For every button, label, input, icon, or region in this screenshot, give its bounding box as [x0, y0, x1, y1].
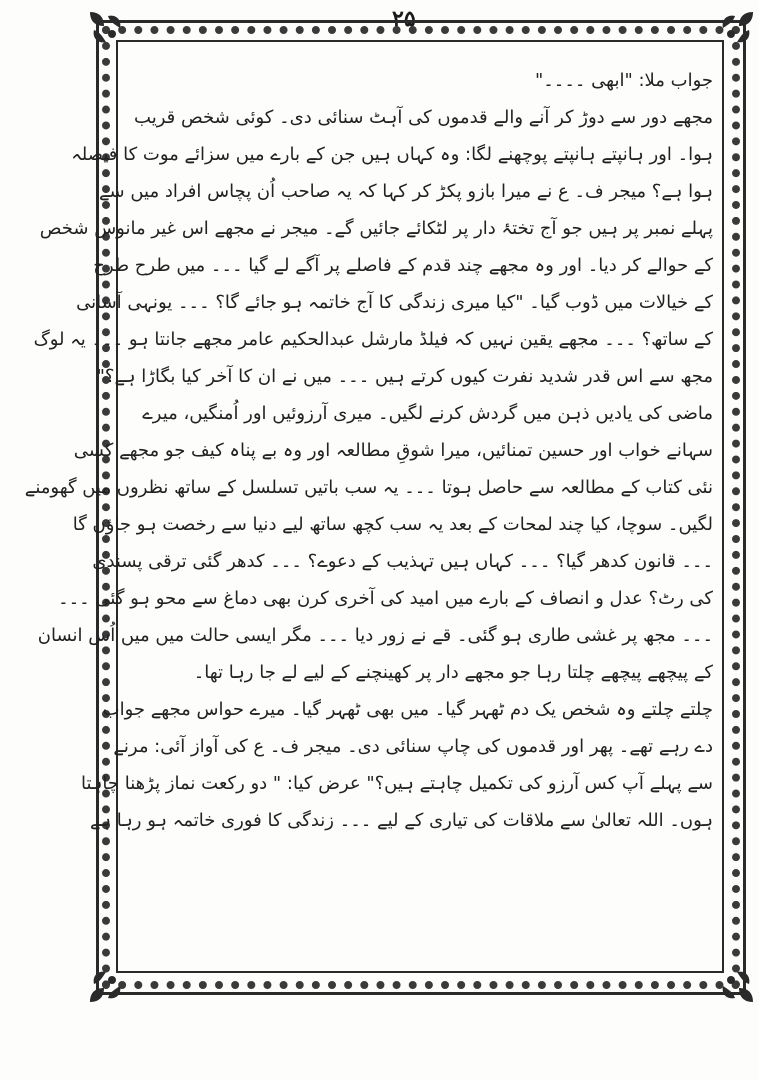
- text-line: نئی کتاب کے مطالعہ سے حاصل ہوتا ۔۔۔ یہ سب باتیں تسلسل کے ساتھ نظروں میں گھومنے: [24, 477, 713, 498]
- text-line: سہانے خواب اور حسین تمنائیں، میرا شوقِ مطالعہ اور وہ بے پناہ کیف جو مجھے کسی: [73, 440, 713, 461]
- text-line: ہوا ہے؟ میجر ف۔ ع نے میرا بازو پکڑ کر کہا کہ یہ صاحب اُن پچاس افراد میں سے: [99, 181, 713, 202]
- text-line: کے خیالات میں ڈوب گیا۔ "کیا میری زندگی کا آج خاتمہ ہو جائے گا؟ ۔۔۔ یونہی آسانی: [76, 292, 713, 313]
- text-line: کی رٹ؟ عدل و انصاف کے بارے میں امید کی آخری کرن بھی دماغ سے محو ہو گئی ۔۔۔: [58, 588, 713, 609]
- text-line: کے پیچھے پیچھے چلتا رہا جو مجھے دار پر کھینچنے کے لیے لے جا رہا تھا۔: [193, 662, 713, 683]
- text-line: جواب ملا: "ابھی ۔۔۔۔": [534, 70, 713, 91]
- corner-ornament-icon: [713, 962, 757, 1006]
- text-line: پہلے نمبر پر ہیں جو آج تختۂ دار پر لٹکائے جائیں گے۔ میجر نے مجھے اس غیر مانوس شخص: [39, 218, 713, 239]
- text-line: چلتے چلتے وہ شخص یک دم ٹھہر گیا۔ میں بھی ٹھہر گیا۔ میرے حواس مجھے جواب: [102, 699, 713, 720]
- page-number: ۲۵: [392, 6, 416, 32]
- text-line: ماضی کی یادیں ذہن میں گردش کرنے لگیں۔ میری آرزوئیں اور اُمنگیں، میرے: [142, 403, 713, 424]
- corner-ornament-icon: [86, 962, 130, 1006]
- text-line: ۔۔۔ قانون کدھر گیا؟ ۔۔۔ کہاں ہیں تہذیب کے دعوے؟ ۔۔۔ کدھر گئی ترقی پسندی: [92, 551, 713, 572]
- text-line: کے ساتھ؟ ۔۔۔ مجھے یقین نہیں کہ فیلڈ مارشل عبدالحکیم عامر مجھے جانتا ہو ۔۔۔ یہ لوگ: [33, 329, 713, 350]
- text-line: ۔۔۔ مجھ پر غشی طاری ہو گئی۔ قے نے زور دیا ۔۔۔ مگر ایسی حالت میں میں اُس انسان: [37, 625, 713, 646]
- text-line: دے رہے تھے۔ پھر اور قدموں کی چاپ سنائی دی۔ میجر ف۔ ع کی آواز آئی: مرنے: [113, 736, 713, 757]
- text-line: سے پہلے آپ کس آرزو کی تکمیل چاہتے ہیں؟" عرض کیا: " دو رکعت نماز پڑھنا چاہتا: [80, 773, 713, 794]
- text-line: مجھ سے اس قدر شدید نفرت کیوں کرتے ہیں ۔۔۔ میں نے ان کا آخر کیا بگاڑا ہے؟": [96, 366, 713, 387]
- corner-ornament-icon: [86, 8, 130, 52]
- text-line: مجھے دور سے دوڑ کر آنے والے قدموں کی آہٹ سنائی دی۔ کوئی شخص قریب: [134, 107, 713, 128]
- corner-ornament-icon: [713, 8, 757, 52]
- urdu-text-body: [24, 62, 713, 967]
- text-line: کے حوالے کر دیا۔ اور وہ مجھے چند قدم کے فاصلے پر آگے لے گیا ۔۔۔ میں طرح طرح: [93, 255, 713, 276]
- text-line: ہوا۔ اور ہانپتے ہانپتے پوچھنے لگا: وہ کہاں ہیں جن کے بارے میں سزائے موت کا فیصلہ: [71, 144, 713, 165]
- text-line: لگیں۔ سوچا، کیا چند لمحات کے بعد یہ سب کچھ ساتھ لیے دنیا سے رخصت ہو جاؤں گا: [72, 514, 713, 535]
- text-line: ہوں۔ اللہ تعالیٰ سے ملاقات کی تیاری کے لیے ۔۔۔ زندگی کا فوری خاتمہ ہو رہا ہے: [89, 810, 713, 831]
